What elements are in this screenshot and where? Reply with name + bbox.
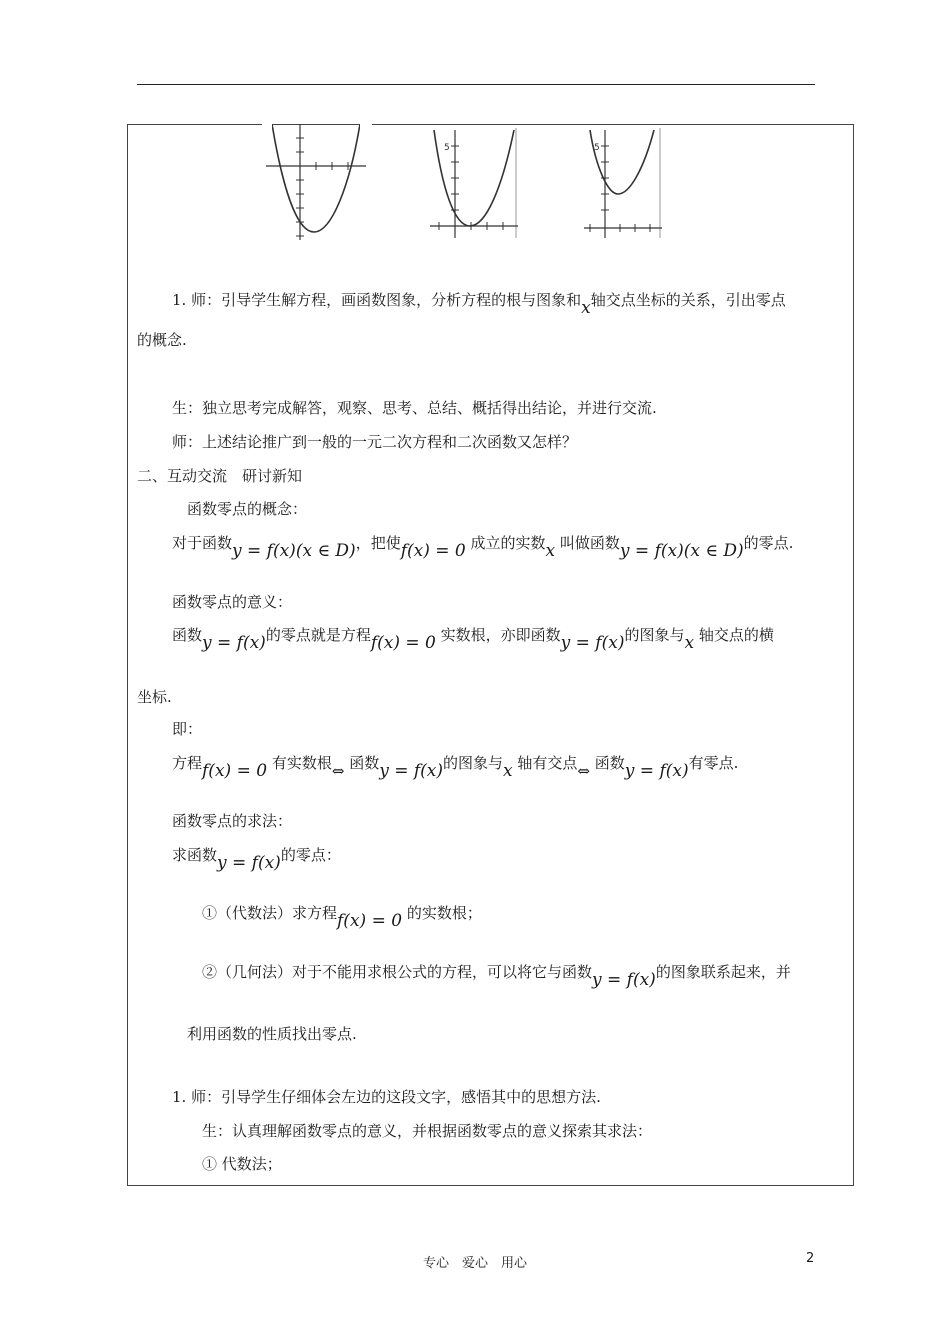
text: 1. 师：引导学生解方程，画函数图象，分析方程的根与图象和 [172,291,582,309]
meaning-title: 函数零点的意义： [172,593,293,611]
math-x: x [581,298,591,318]
algebraic-method [202,903,482,931]
math-expr: f(x) = 0 [370,633,436,653]
text: 对于函数 [172,534,233,552]
meaning-line-1 [172,625,774,653]
text: 成立的实数 [470,534,546,552]
concept-title: 函数零点的概念： [187,500,308,518]
teacher-question: 师：上述结论推广到一般的一元二次方程和二次函数又怎样？ [172,433,578,451]
text: 的零点. [743,534,794,552]
parabola-graph-1 [262,124,372,242]
text: ②（几何法）对于不能用求根公式的方程，可以将它与函数 [202,963,593,981]
math-expr: f(x) = 0 [337,911,403,931]
equivalence-statement [172,753,739,781]
math-expr: y = f(x) [379,761,444,781]
text: 轴交点坐标的关系，引出零点 [590,291,786,309]
text: 轴交点的横 [698,626,774,644]
graph3-y-label: 5 [594,143,600,153]
equivalence-arrow-icon: ⇔ [331,762,345,780]
math-x: x [545,541,556,561]
text: 轴有交点 [517,754,578,772]
geometric-method-line-1 [202,962,791,990]
text: 求函数 [172,846,218,864]
teacher-guide-line-2: 的概念. [137,331,187,349]
text: 函数 [594,754,625,772]
geometric-method-line-2: 利用函数的性质找出零点. [187,1025,357,1043]
method-title: 函数零点的求法： [172,812,293,830]
text: 函数 [349,754,380,772]
math-expr: y = f(x) [624,761,689,781]
text: 的图象与 [624,626,685,644]
math-x: x [503,761,513,781]
ji-label: 即： [172,720,203,738]
text: 叫做函数 [559,534,620,552]
text: 方程 [172,754,203,772]
page-footer: 专心 爱心 用心 [422,1256,527,1271]
header-rule [137,84,815,85]
text: 的零点： [280,846,341,864]
text: 有零点. [688,754,739,772]
method-intro [172,845,341,873]
math-expr: f(x) = 0 [400,541,466,561]
math-x: x [684,633,695,653]
text: ①（代数法）求方程 [202,904,338,922]
teacher-guide-line-1 [172,290,786,318]
math-expr: y = f(x)(x ∈ D) [232,541,356,561]
math-expr: f(x) = 0 [202,761,268,781]
math-expr: y = f(x) [560,633,625,653]
page-number: 2 [806,1251,815,1266]
teacher-reflection: 1. 师：引导学生仔细体会左边的这段文字，感悟其中的思想方法. [172,1088,601,1106]
text: ，把使 [355,534,401,552]
section-heading: 二、互动交流 研讨新知 [137,467,303,485]
text: 函数 [172,626,203,644]
equivalence-arrow-icon: ⇔ [577,762,590,780]
text: 的图象联系起来，并 [655,963,791,981]
text: 的实数根； [406,904,482,922]
math-expr: y = f(x) [217,853,281,873]
parabola-graph-2 [428,128,520,240]
student-explore: 生：认真理解函数零点的意义，并根据函数零点的意义探索其求法： [202,1122,653,1140]
math-expr: y = f(x)(x ∈ D) [619,541,744,561]
meaning-line-2: 坐标. [137,688,172,706]
math-expr: y = f(x) [202,633,266,653]
student-response: 生：独立思考完成解答，观察、思考、总结、概括得出结论，并进行交流. [172,399,657,417]
math-expr: y = f(x) [592,970,656,990]
zero-definition [172,533,794,561]
parabola-graph-3 [582,128,664,240]
text: 的零点就是方程 [265,626,371,644]
graph2-y-label: 5 [444,143,450,153]
algebraic-label: ① 代数法； [202,1155,282,1173]
text: 实数根，亦即函数 [440,626,561,644]
text: 有实数根 [271,754,332,772]
text: 的图象与 [443,754,504,772]
